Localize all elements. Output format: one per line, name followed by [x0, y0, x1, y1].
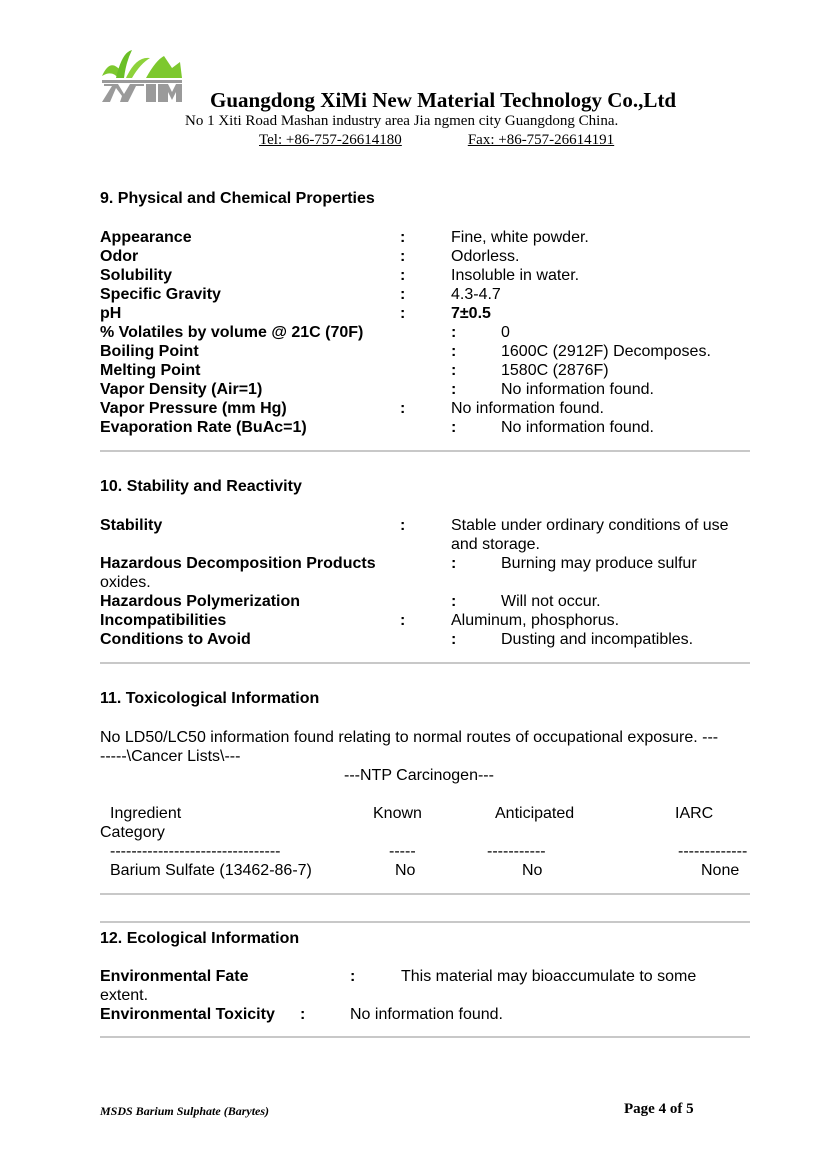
property-value: 1580C (2876F) — [501, 362, 609, 379]
property-separator: : — [451, 419, 457, 436]
property-value: 1600C (2912F) Decomposes. — [501, 343, 711, 360]
environmental-toxicity-label: Environmental Toxicity — [100, 1006, 275, 1023]
ntp-carcinogen-heading: ---NTP Carcinogen--- — [344, 767, 494, 784]
section-11-title: 11. Toxicological Information — [100, 690, 320, 707]
company-address: No 1 Xiti Road Mashan industry area Jia ngmen city Guangdong China. — [185, 113, 619, 129]
decomposition-separator: : — [451, 555, 457, 572]
stability-label: Stability — [100, 517, 163, 534]
decomposition-label: Hazardous Decomposition Products — [100, 555, 376, 572]
table-header-ingredient: Ingredient — [110, 805, 182, 822]
section-divider — [100, 662, 750, 664]
property-separator: : — [451, 324, 457, 341]
section-10-title: 10. Stability and Reactivity — [100, 478, 302, 495]
footer-document-name: MSDS Barium Sulphate (Barytes) — [100, 1104, 270, 1118]
table-header-category: Category — [100, 824, 165, 841]
property-label: Odor — [100, 248, 139, 265]
fax-number: Fax: +86-757-26614191 — [467, 132, 615, 148]
tel-number: Tel: +86-757-26614180 — [259, 132, 402, 148]
property-value: Fine, white powder. — [451, 229, 589, 246]
property-value: 0 — [501, 324, 510, 341]
company-name: Guangdong XiMi New Material Technology Co.,Ltd — [210, 88, 677, 112]
property-label: Specific Gravity — [100, 286, 221, 303]
property-label: % Volatiles by volume @ 21C (70F) — [100, 324, 364, 341]
table-cell-anticipated: No — [522, 862, 543, 879]
section-divider — [100, 921, 750, 923]
property-separator: : — [400, 248, 406, 265]
environmental-fate-label: Environmental Fate — [100, 968, 249, 985]
table-dash-known: ----- — [389, 843, 416, 860]
table-cell-known: No — [395, 862, 416, 879]
conditions-separator: : — [451, 631, 457, 648]
property-separator: : — [400, 400, 406, 417]
polymerization-label: Hazardous Polymerization — [100, 593, 301, 610]
property-value: Odorless. — [451, 248, 520, 265]
stability-separator: : — [400, 517, 406, 534]
decomposition-value: Burning may produce sulfur — [501, 555, 697, 572]
property-separator: : — [400, 305, 406, 322]
section-divider — [100, 1036, 750, 1038]
section-divider — [100, 450, 750, 452]
property-label: pH — [100, 305, 122, 322]
polymerization-value: Will not occur. — [501, 593, 601, 610]
environmental-fate-value-continued: extent. — [100, 987, 149, 1004]
property-label: Evaporation Rate (BuAc=1) — [100, 419, 307, 436]
property-label: Boiling Point — [100, 343, 199, 360]
property-separator: : — [451, 381, 457, 398]
environmental-toxicity-separator: : — [300, 1006, 306, 1023]
property-label: Vapor Density (Air=1) — [100, 381, 263, 398]
table-header-known: Known — [373, 805, 422, 822]
table-header-anticipated: Anticipated — [495, 805, 575, 822]
table-cell-ingredient: Barium Sulfate (13462-86-7) — [110, 862, 312, 879]
property-value: 4.3-4.7 — [451, 286, 501, 303]
conditions-value: Dusting and incompatibles. — [501, 631, 694, 648]
table-dash-ingredient: -------------------------------- — [110, 843, 281, 860]
toxicology-paragraph-continued: -----\Cancer Lists\--- — [100, 748, 241, 765]
incompatibilities-value: Aluminum, phosphorus. — [451, 612, 620, 629]
stability-value: Stable under ordinary conditions of use — [451, 517, 729, 534]
toxicology-paragraph: No LD50/LC50 information found relating to normal routes of occupational exposure. --- — [100, 729, 719, 746]
property-value: No information found. — [501, 381, 654, 398]
incompatibilities-separator: : — [400, 612, 406, 629]
environmental-fate-value: This material may bioaccumulate to some — [401, 968, 697, 985]
property-label: Appearance — [100, 229, 192, 246]
section-divider — [100, 893, 750, 895]
ximi-logo-icon — [100, 48, 184, 104]
environmental-fate-separator: : — [350, 968, 356, 985]
property-value: No information found. — [451, 400, 604, 417]
environmental-toxicity-value: No information found. — [350, 1006, 503, 1023]
stability-value-continued: and storage. — [451, 536, 540, 553]
property-label: Solubility — [100, 267, 172, 284]
property-value: 7±0.5 — [451, 305, 491, 322]
footer-page-number: Page 4 of 5 — [624, 1101, 694, 1117]
incompatibilities-label: Incompatibilities — [100, 612, 227, 629]
table-header-iarc: IARC — [675, 805, 714, 822]
property-separator: : — [400, 267, 406, 284]
property-separator: : — [400, 286, 406, 303]
property-separator: : — [451, 343, 457, 360]
table-cell-iarc: None — [701, 862, 740, 879]
property-value: No information found. — [501, 419, 654, 436]
section-9-title: 9. Physical and Chemical Properties — [100, 190, 375, 207]
property-separator: : — [400, 229, 406, 246]
polymerization-separator: : — [451, 593, 457, 610]
property-label: Vapor Pressure (mm Hg) — [100, 400, 287, 417]
property-value: Insoluble in water. — [451, 267, 580, 284]
contact-line — [259, 132, 619, 149]
conditions-label: Conditions to Avoid — [100, 631, 251, 648]
property-label: Melting Point — [100, 362, 201, 379]
table-dash-iarc: ------------- — [678, 843, 748, 860]
table-dash-anticipated: ----------- — [487, 843, 546, 860]
section-12-title: 12. Ecological Information — [100, 930, 300, 947]
property-separator: : — [451, 362, 457, 379]
decomposition-value-continued: oxides. — [100, 574, 151, 591]
